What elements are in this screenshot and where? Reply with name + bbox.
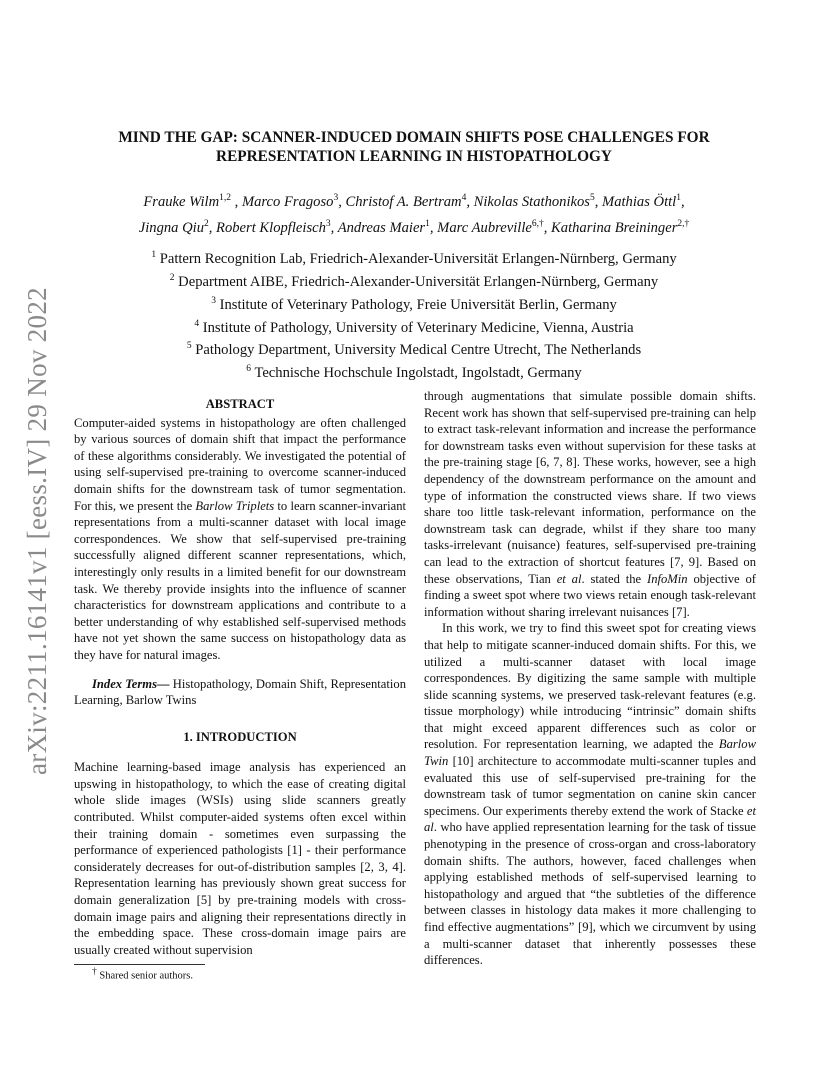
body-paragraph: In this work, we try to find this sweet spot for creating views that help to mitigate scanner-induced domain shifts. For this, we utilized a multi-scanner dataset with local image correspondences. By digitizing the same sample with multiple slide scanning systems, we preserved task-relevant features (e.g. tissue morphology) while introducing “intrinsic” domain shifts that might exceed apparent differences such as color or resolution. For representation learning, we adapted the Barlow Twin [10] architecture to accommodate multi-scanner tuples and evaluated this use of self-supervised pre-training for the downstream task of tumor segmentation on canine skin cancer specimens. Our experiments thereby extend the work of Stacke et al. who have applied representation learning for the task of tissue phenotyping in the presence of cross-organ and cross-laboratory domain shifts. The authors, however, faced challenges when applying established methods of self-supervised learning to histopathology and argued that “the subtleties of the difference between classes in histology data makes it more challenging to find effective augmentations” [9], which we circumvent by using a multi-scanner dataset that inherently possesses these differences. [424, 621, 756, 968]
author: Andreas Maier$^1$, [337, 218, 438, 236]
index-terms: Index Terms— Histopathology, Domain Shift, Representation Learning, Barlow Twins [74, 676, 406, 708]
author: Frauke Wilm$^{1,2}$ , [143, 193, 242, 210]
right-column [424, 388, 756, 969]
introduction-heading: 1. INTRODUCTION [183, 729, 297, 744]
introduction-paragraph: Machine learning-based image analysis has experienced an upswing in histopathology, to which the ease of creating digital whole slide images (WSIs) using slide scanners greatly contributed. Whilst computer-aided systems often excel within their training domain - sometimes even surpassing the performance of experienced pathologists [1] - their performance considerately decreases for out-of-distribution samples [2, 3, 4]. Representation learning has previously shown great success for domain generalization [5] by pre-training models with cross-domain image pairs and aligning their representations directly in the embedding space. These cross-domain image pairs are usually created without supervision [74, 760, 406, 957]
author: Robert Klopfleisch$^3$, [216, 218, 338, 236]
author: Marco Fragoso$^3$, [241, 193, 346, 210]
affiliation: $^5$ Pathology Department, University Medical Centre Utrecht, The Netherlands [186, 341, 642, 359]
affiliation: $^1$ Pattern Recognition Lab, Friedrich-Alexander-Universität Erlangen-Nürnberg, Germany [151, 250, 677, 267]
abstract-text: Computer-aided systems in histopathology are often challenged by various sources of domain shift that impact the performance of these algorithms considerably. We investigated the potential of using self-supervised pre-training to overcome scanner-induced domain shifts for the downstream task of tumor segmentation. For this, we present the Barlow Triplets to learn scanner-invariant representations from a multi-scanner dataset with local image correspondences. We show that self-supervised pre-training successfully aligned different scanner representations, which, interestingly only results in a limited benefit for our downstream task. We thereby provide insights into the influence of scanner characteristics for downstream applications and contribute to a better understanding of why established self-supervised methods have not yet shown the same success on histopathology data as they have for natural images. [74, 415, 406, 662]
arxiv-identifier: arXiv:2211.16141v1 [eess.IV] 29 Nov 2022 [22, 287, 52, 775]
author: Jingna Qiu$^2$, [138, 218, 217, 236]
footnote: † Shared senior authors. [92, 967, 193, 982]
left-column [74, 396, 406, 958]
title-line-2: REPRESENTATION LEARNING IN HISTOPATHOLOGY [216, 148, 612, 165]
author: Marc Aubreville$^{6,\dagger}$, [437, 218, 552, 236]
affiliation: $^2$ Department AIBE, Friedrich-Alexander-Universität Erlangen-Nürnberg, Germany [169, 272, 659, 290]
affiliation-list [90, 246, 738, 383]
affiliation: $^3$ Institute of Veterinary Pathology, Freie Universität Berlin, Germany [211, 295, 617, 313]
paper-title [80, 128, 748, 166]
footnote-rule [74, 964, 205, 965]
author: Katharina Breininger$^{2,\dagger}$ [551, 218, 690, 236]
author: Christof A. Bertram$^4$, [345, 193, 474, 210]
affiliation: $^6$ Technische Hochschule Ingolstadt, Ingolstadt, Germany [246, 364, 582, 382]
author: Mathias Öttl$^1$, [602, 193, 685, 210]
author: Nikolas Stathonikos$^5$, [473, 193, 603, 210]
author-list [90, 187, 738, 239]
title-line-1: MIND THE GAP: SCANNER-INDUCED DOMAIN SHIFTS POSE CHALLENGES FOR [118, 129, 710, 146]
abstract-heading: ABSTRACT [205, 397, 275, 411]
affiliation: $^4$ Institute of Pathology, University of Veterinary Medicine, Vienna, Austria [194, 318, 634, 336]
body-paragraph: through augmentations that simulate possible domain shifts. Recent work has shown that self-supervised pre-training can help to extract task-relevant information and increase the performance for downstream tasks even without supervision for these tasks at the pre-training stage [6, 7, 8]. These works, however, see a high dependency of the downstream performance on the amount and type of information the constructed views share. If two views share too little task-relevant information, performance on the downstream task can degrade, whilst if they share too many tasks-irrelevant (nuisance) features, self-supervised pre-training can lead to the extraction of shortcut features [7, 9]. Based on these observations, Tian et al. stated the InfoMin objective of finding a sweet spot where two views retain enough task-relevant information without sharing irrelevant nuisances [7]. [424, 389, 756, 619]
